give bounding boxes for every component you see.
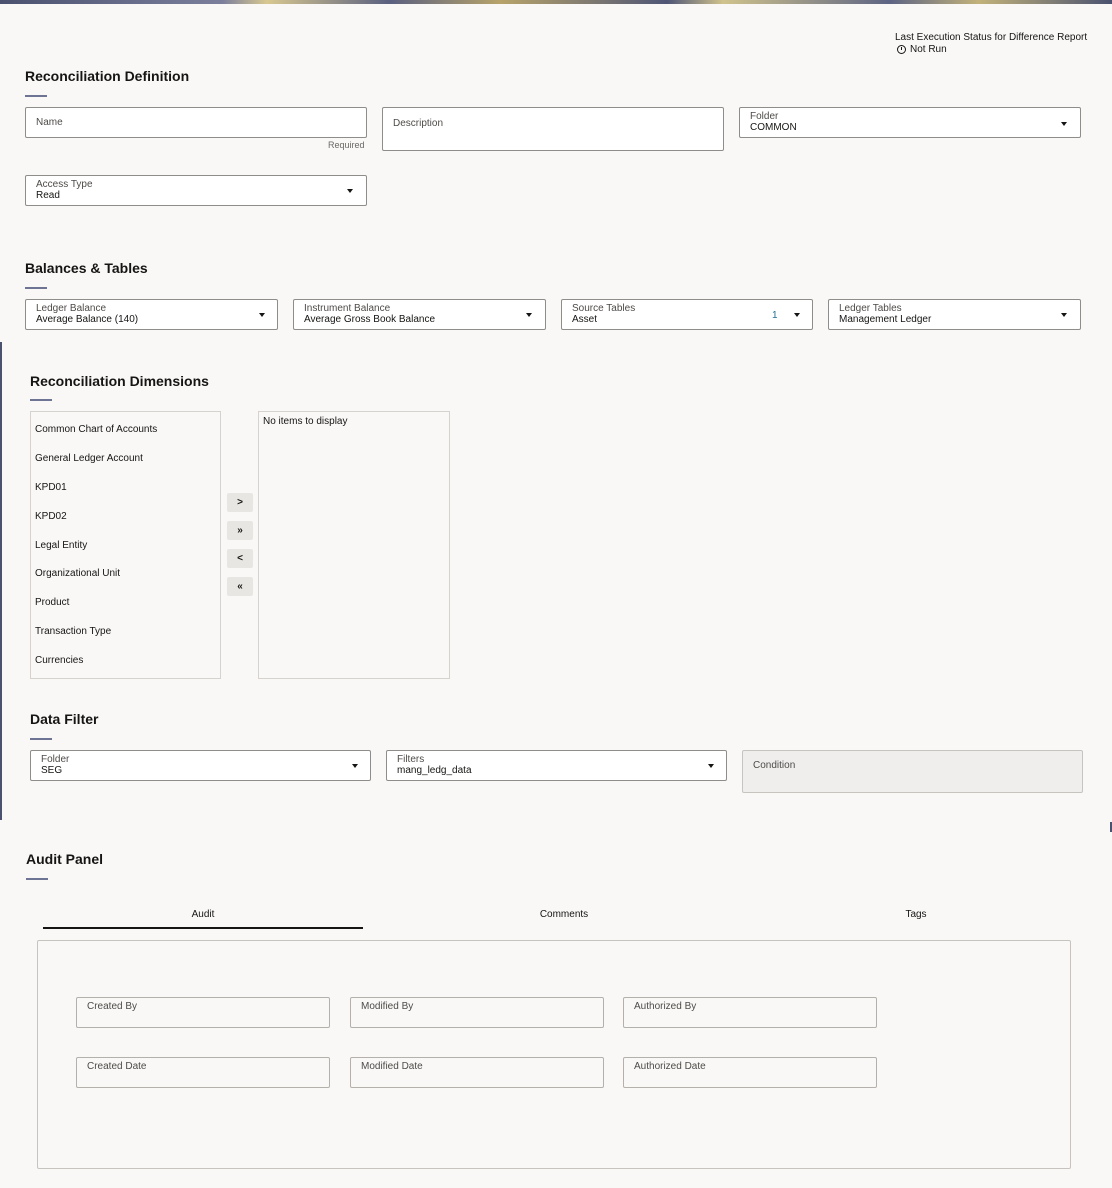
filters-select[interactable]	[386, 750, 727, 781]
chevron-down-icon	[708, 764, 714, 768]
list-item[interactable]: General Ledger Account	[35, 453, 143, 464]
execution-status-value	[897, 44, 947, 55]
condition-field[interactable]	[742, 750, 1083, 793]
left-edge-marker	[0, 342, 2, 820]
created-by-label: Created By	[87, 1001, 138, 1012]
authorized-date-label: Authorized Date	[634, 1061, 706, 1072]
list-item[interactable]: Legal Entity	[35, 540, 88, 551]
chevron-down-icon	[347, 189, 353, 193]
condition-label: Condition	[753, 760, 796, 771]
folder-select[interactable]	[739, 107, 1081, 138]
source-tables-value: Asset	[572, 314, 598, 325]
section-title-reconciliation-definition: Reconciliation Definition	[25, 68, 190, 84]
list-item[interactable]: Common Chart of Accounts	[35, 424, 158, 435]
source-tables-count-badge: 1	[772, 310, 778, 321]
section-title-audit-panel: Audit Panel	[26, 851, 104, 867]
section-title-reconciliation-dimensions: Reconciliation Dimensions	[30, 373, 209, 389]
authorized-by-label: Authorized By	[634, 1001, 697, 1012]
section-underline	[26, 878, 48, 880]
available-dimensions-list[interactable]	[30, 411, 221, 679]
move-all-right-button[interactable]: »	[227, 521, 253, 540]
created-date-label: Created Date	[87, 1061, 147, 1072]
folder-select-label: Folder	[750, 111, 779, 122]
modified-by-field	[350, 997, 604, 1028]
modified-date-label: Modified Date	[361, 1061, 423, 1072]
access-type-value: Read	[36, 190, 60, 201]
ledger-balance-value: Average Balance (140)	[36, 314, 139, 325]
access-type-label: Access Type	[36, 179, 93, 190]
modified-by-label: Modified By	[361, 1001, 414, 1012]
ledger-balance-select[interactable]	[25, 299, 278, 330]
execution-status-label: Last Execution Status for Difference Report	[895, 32, 1088, 43]
source-tables-label: Source Tables	[572, 303, 636, 314]
access-type-select[interactable]	[25, 175, 367, 206]
chevron-down-icon	[1061, 122, 1067, 126]
chevron-down-icon	[526, 313, 532, 317]
created-by-field	[76, 997, 330, 1028]
chevron-down-icon	[259, 313, 265, 317]
source-tables-select[interactable]	[561, 299, 813, 330]
instrument-balance-value: Average Gross Book Balance	[304, 314, 436, 325]
filters-value: mang_ledg_data	[397, 765, 472, 776]
filter-folder-select[interactable]	[30, 750, 371, 781]
ledger-balance-label: Ledger Balance	[36, 303, 107, 314]
instrument-balance-select[interactable]	[293, 299, 546, 330]
execution-status-text: Not Run	[910, 44, 947, 55]
list-item[interactable]: KPD01	[35, 482, 67, 493]
section-title-balances-tables: Balances & Tables	[25, 260, 148, 276]
list-item[interactable]: KPD02	[35, 511, 67, 522]
list-item[interactable]: Transaction Type	[35, 626, 112, 637]
section-underline	[30, 399, 52, 401]
filter-folder-value: SEG	[41, 765, 63, 776]
tab-comments[interactable]: Comments	[539, 909, 589, 920]
selected-dimensions-list[interactable]	[258, 411, 450, 679]
name-required-hint: Required	[328, 140, 365, 150]
section-underline	[25, 287, 47, 289]
chevron-down-icon	[352, 764, 358, 768]
move-all-left-button[interactable]: «	[227, 577, 253, 596]
tab-audit[interactable]: Audit	[191, 909, 215, 920]
move-left-button[interactable]: <	[227, 549, 253, 568]
section-underline	[25, 95, 47, 97]
description-field-label: Description	[393, 118, 444, 129]
list-item[interactable]: Currencies	[35, 655, 84, 666]
created-date-field	[76, 1057, 330, 1088]
list-item[interactable]: Organizational Unit	[35, 568, 121, 579]
filter-folder-label: Folder	[41, 754, 70, 765]
tab-tags[interactable]: Tags	[905, 909, 927, 920]
instrument-balance-label: Instrument Balance	[304, 303, 391, 314]
move-right-button[interactable]: >	[227, 493, 253, 512]
active-tab-indicator	[43, 927, 363, 929]
ledger-tables-label: Ledger Tables	[839, 303, 902, 314]
authorized-date-field	[623, 1057, 877, 1088]
chevron-down-icon	[794, 313, 800, 317]
empty-list-message: No items to display	[263, 416, 348, 427]
name-field-label: Name	[36, 117, 63, 128]
authorized-by-field	[623, 997, 877, 1028]
filters-label: Filters	[397, 754, 425, 765]
name-field[interactable]	[25, 107, 367, 138]
section-title-data-filter: Data Filter	[30, 711, 99, 727]
audit-tab-panel	[37, 940, 1071, 1169]
ledger-tables-value: Management Ledger	[839, 314, 932, 325]
chevron-down-icon	[1061, 313, 1067, 317]
section-underline	[30, 738, 52, 740]
modified-date-field	[350, 1057, 604, 1088]
list-item[interactable]: Product	[35, 597, 70, 608]
ledger-tables-select[interactable]	[828, 299, 1081, 330]
description-field[interactable]	[382, 107, 724, 151]
folder-select-value: COMMON	[750, 122, 797, 133]
top-banner-strip	[0, 0, 1112, 4]
clock-icon	[897, 45, 906, 54]
